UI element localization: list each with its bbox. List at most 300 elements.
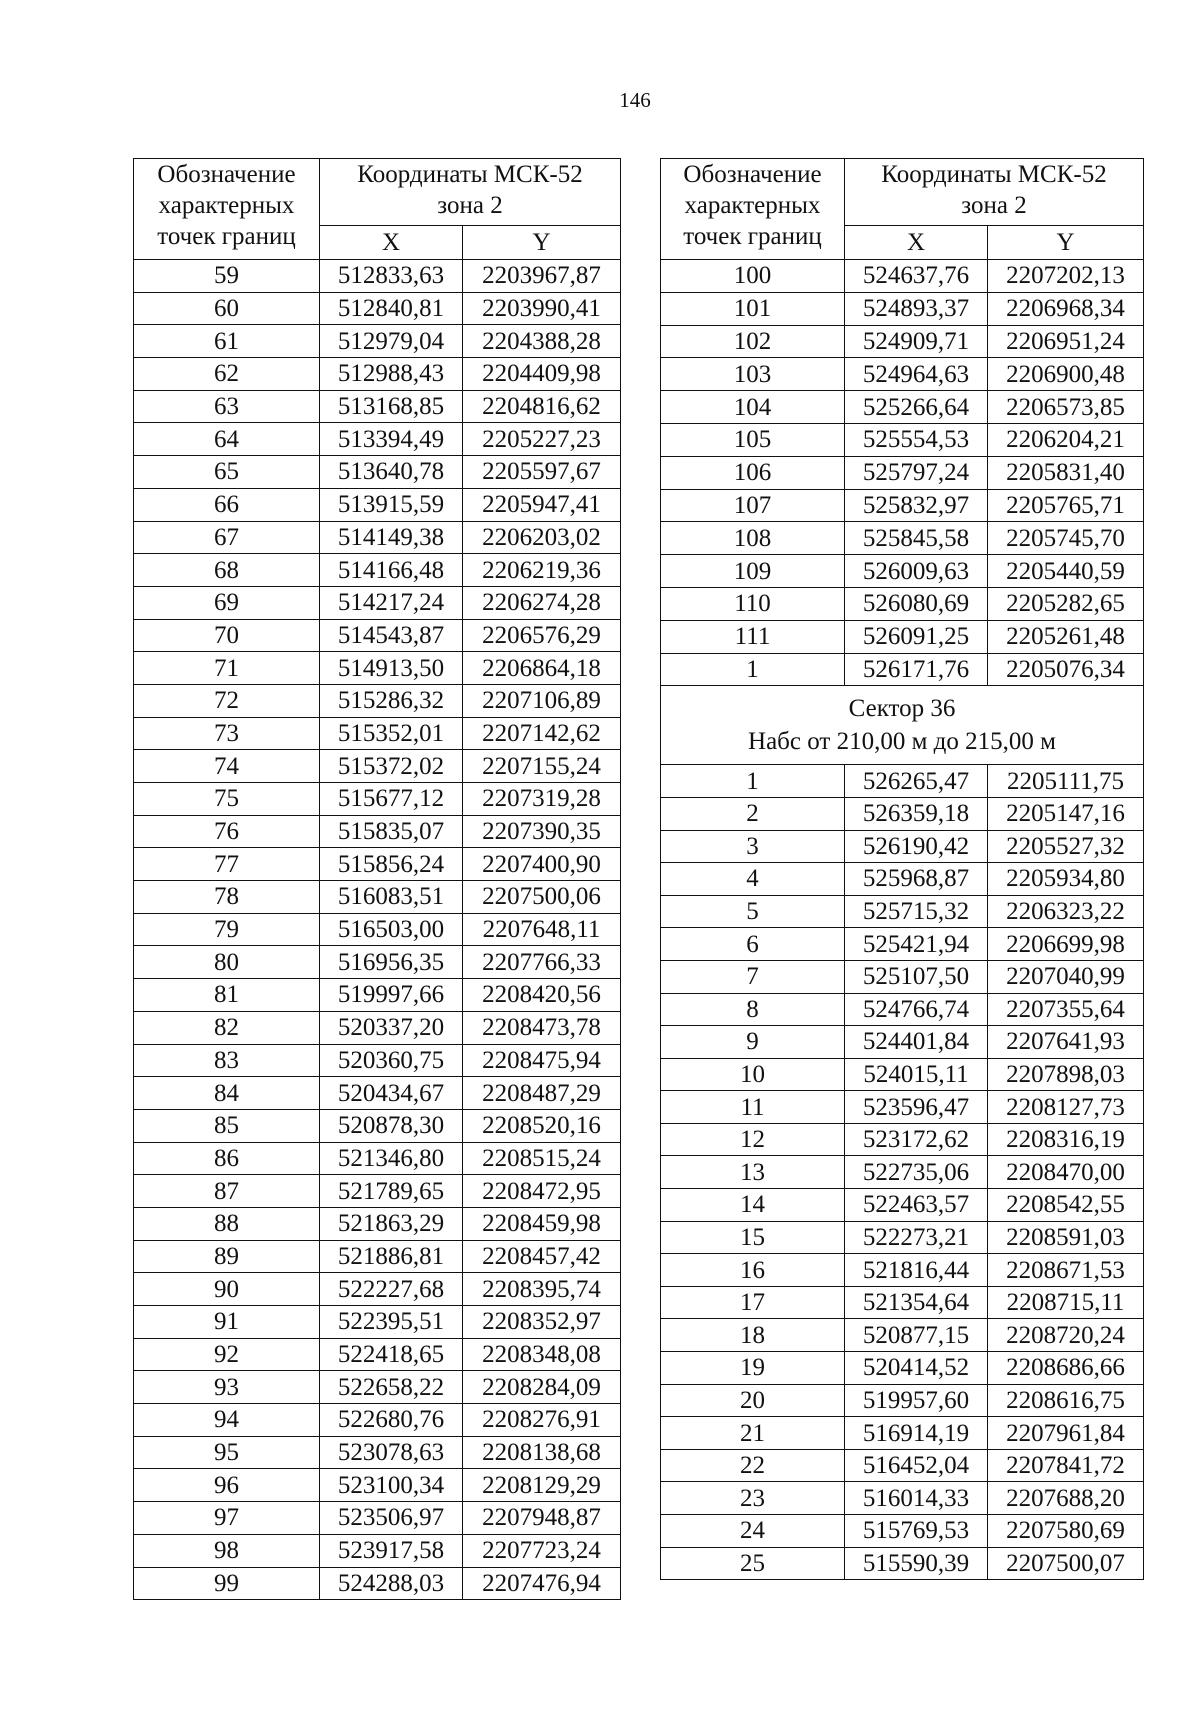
table-header <box>661 159 1144 260</box>
point-number-cell: 23 <box>661 1482 845 1515</box>
table-row <box>134 1469 621 1502</box>
y-coordinate-cell: 2208284,09 <box>463 1371 621 1404</box>
point-number-cell: 66 <box>134 488 320 521</box>
x-coordinate-cell: 523596,47 <box>845 1091 988 1124</box>
coordinates-header <box>320 159 621 226</box>
point-number-cell: 74 <box>134 750 320 783</box>
point-number-cell: 6 <box>661 928 845 961</box>
point-number-cell: 101 <box>661 292 845 325</box>
point-number-cell: 10 <box>661 1058 845 1091</box>
sector-row <box>661 686 1144 765</box>
y-coordinate-cell: 2205527,32 <box>988 830 1144 863</box>
table-row <box>134 848 621 881</box>
y-coordinate-cell: 2208472,95 <box>463 1175 621 1208</box>
x-coordinate-cell: 512840,81 <box>320 292 463 325</box>
y-coordinate-cell: 2205831,40 <box>988 456 1144 489</box>
x-coordinate-cell: 523172,62 <box>845 1123 988 1156</box>
point-number-cell: 97 <box>134 1502 320 1535</box>
y-coordinate-cell: 2205227,23 <box>463 423 621 456</box>
y-coordinate-cell: 2205076,34 <box>988 653 1144 686</box>
x-coordinate-cell: 521346,80 <box>320 1142 463 1175</box>
point-number-cell: 95 <box>134 1436 320 1469</box>
point-number-cell: 82 <box>134 1011 320 1044</box>
table-row <box>134 586 621 619</box>
x-coordinate-cell: 515835,07 <box>320 815 463 848</box>
y-coordinate-cell: 2207580,69 <box>988 1515 1144 1548</box>
point-number-cell: 91 <box>134 1306 320 1339</box>
x-coordinate-cell: 525968,87 <box>845 863 988 896</box>
y-coordinate-cell: 2208591,03 <box>988 1221 1144 1254</box>
x-coordinate-cell: 523506,97 <box>320 1502 463 1535</box>
coordinates-table-right <box>660 158 1144 1580</box>
y-coordinate-cell: 2205111,75 <box>988 765 1144 798</box>
table-row <box>134 358 621 391</box>
x-coordinate-cell: 523917,58 <box>320 1534 463 1567</box>
x-coordinate-cell: 521354,64 <box>845 1286 988 1319</box>
table-row <box>661 863 1144 896</box>
table-row <box>661 1254 1144 1287</box>
point-header-line: характерных <box>158 192 295 219</box>
point-number-cell: 80 <box>134 946 320 979</box>
y-coordinate-cell: 2206219,36 <box>463 554 621 587</box>
x-coordinate-cell: 515286,32 <box>320 684 463 717</box>
table-row <box>134 717 621 750</box>
point-number-cell: 102 <box>661 325 845 358</box>
x-coordinate-cell: 513640,78 <box>320 456 463 489</box>
coords-header-line: Координаты МСК-52 <box>357 161 583 188</box>
x-coordinate-cell: 515769,53 <box>845 1515 988 1548</box>
point-number-cell: 78 <box>134 881 320 914</box>
x-coordinate-cell: 515677,12 <box>320 783 463 816</box>
y-coordinate-cell: 2207319,28 <box>463 783 621 816</box>
x-coordinate-cell: 525107,50 <box>845 960 988 993</box>
x-coordinate-cell: 522418,65 <box>320 1338 463 1371</box>
table-row <box>661 260 1144 293</box>
table-header <box>134 159 621 260</box>
table-row <box>661 358 1144 391</box>
table-row <box>661 993 1144 1026</box>
table-row <box>134 1502 621 1535</box>
point-number-cell: 90 <box>134 1273 320 1306</box>
x-coordinate-cell: 523100,34 <box>320 1469 463 1502</box>
y-coordinate-cell: 2203967,87 <box>463 260 621 293</box>
x-coordinate-cell: 520877,15 <box>845 1319 988 1352</box>
x-coordinate-cell: 522395,51 <box>320 1306 463 1339</box>
point-number-cell: 76 <box>134 815 320 848</box>
point-number-cell: 9 <box>661 1026 845 1059</box>
point-header-line: Обозначение <box>157 161 296 188</box>
table-row <box>661 1482 1144 1515</box>
point-number-cell: 106 <box>661 456 845 489</box>
table-row <box>661 423 1144 456</box>
x-coordinate-cell: 526009,63 <box>845 555 988 588</box>
table-row <box>661 325 1144 358</box>
x-coordinate-cell: 524766,74 <box>845 993 988 1026</box>
table-row <box>134 1338 621 1371</box>
x-coordinate-cell: 512988,43 <box>320 358 463 391</box>
x-coordinate-cell: 521816,44 <box>845 1254 988 1287</box>
y-coordinate-cell: 2207723,24 <box>463 1534 621 1567</box>
x-coordinate-cell: 524964,63 <box>845 358 988 391</box>
sector-title: Сектор 36 <box>848 695 956 723</box>
x-column-header: X <box>320 226 463 260</box>
table-body <box>134 260 621 1600</box>
table-row <box>134 750 621 783</box>
y-coordinate-cell: 2207688,20 <box>988 1482 1144 1515</box>
point-number-cell: 87 <box>134 1175 320 1208</box>
y-coordinate-cell: 2207641,93 <box>988 1026 1144 1059</box>
point-number-cell: 103 <box>661 358 845 391</box>
point-number-cell: 13 <box>661 1156 845 1189</box>
table-row <box>661 1449 1144 1482</box>
x-coordinate-cell: 516083,51 <box>320 881 463 914</box>
table-row <box>134 946 621 979</box>
y-coordinate-cell: 2208686,66 <box>988 1352 1144 1385</box>
point-number-cell: 88 <box>134 1207 320 1240</box>
point-number-cell: 68 <box>134 554 320 587</box>
x-coordinate-cell: 516956,35 <box>320 946 463 979</box>
table-row <box>134 1142 621 1175</box>
coords-header-line: зона 2 <box>961 192 1027 219</box>
point-number-cell: 67 <box>134 521 320 554</box>
table-row <box>661 587 1144 620</box>
y-coordinate-cell: 2205147,16 <box>988 797 1144 830</box>
y-coordinate-cell: 2208470,00 <box>988 1156 1144 1189</box>
x-coordinate-cell: 521789,65 <box>320 1175 463 1208</box>
point-number-cell: 16 <box>661 1254 845 1287</box>
table-body <box>661 765 1144 1580</box>
point-number-cell: 60 <box>134 292 320 325</box>
y-coordinate-cell: 2206573,85 <box>988 391 1144 424</box>
point-header-line: точек границ <box>157 223 296 250</box>
point-number-cell: 108 <box>661 522 845 555</box>
x-coordinate-cell: 520434,67 <box>320 1077 463 1110</box>
x-coordinate-cell: 524909,71 <box>845 325 988 358</box>
y-coordinate-cell: 2207500,06 <box>463 881 621 914</box>
table-row <box>661 830 1144 863</box>
x-coordinate-cell: 524015,11 <box>845 1058 988 1091</box>
x-coordinate-cell: 520337,20 <box>320 1011 463 1044</box>
x-coordinate-cell: 514149,38 <box>320 521 463 554</box>
point-number-cell: 98 <box>134 1534 320 1567</box>
y-coordinate-cell: 2207202,13 <box>988 260 1144 293</box>
table-row <box>134 1567 621 1600</box>
table-row <box>661 1547 1144 1580</box>
point-number-cell: 70 <box>134 619 320 652</box>
table-row <box>661 1058 1144 1091</box>
point-number-cell: 4 <box>661 863 845 896</box>
table-row <box>134 423 621 456</box>
y-coordinate-cell: 2208276,91 <box>463 1404 621 1437</box>
x-coordinate-cell: 522658,22 <box>320 1371 463 1404</box>
table-row <box>661 620 1144 653</box>
table-row <box>661 1515 1144 1548</box>
point-number-cell: 85 <box>134 1109 320 1142</box>
y-coordinate-cell: 2205745,70 <box>988 522 1144 555</box>
table-row <box>661 1156 1144 1189</box>
y-coordinate-cell: 2208475,94 <box>463 1044 621 1077</box>
y-coordinate-cell: 2208420,56 <box>463 979 621 1012</box>
x-coordinate-cell: 522463,57 <box>845 1189 988 1222</box>
table-row <box>134 979 621 1012</box>
table-row <box>134 881 621 914</box>
x-coordinate-cell: 512979,04 <box>320 325 463 358</box>
y-coordinate-cell: 2206323,22 <box>988 895 1144 928</box>
table-row <box>134 619 621 652</box>
y-coordinate-cell: 2207400,90 <box>463 848 621 881</box>
table-row <box>134 1273 621 1306</box>
x-coordinate-cell: 515352,01 <box>320 717 463 750</box>
point-number-cell: 86 <box>134 1142 320 1175</box>
y-coordinate-cell: 2208515,24 <box>463 1142 621 1175</box>
point-number-cell: 1 <box>661 765 845 798</box>
x-coordinate-cell: 516452,04 <box>845 1449 988 1482</box>
table-row <box>661 1286 1144 1319</box>
table-row <box>134 1207 621 1240</box>
y-coordinate-cell: 2207106,89 <box>463 684 621 717</box>
y-coordinate-cell: 2208352,97 <box>463 1306 621 1339</box>
table-row <box>134 1044 621 1077</box>
table-row <box>134 325 621 358</box>
x-coordinate-cell: 513168,85 <box>320 390 463 423</box>
y-coordinate-cell: 2208616,75 <box>988 1384 1144 1417</box>
x-coordinate-cell: 513915,59 <box>320 488 463 521</box>
y-coordinate-cell: 2208459,98 <box>463 1207 621 1240</box>
y-coordinate-cell: 2208520,16 <box>463 1109 621 1142</box>
table-row <box>134 1306 621 1339</box>
point-number-cell: 94 <box>134 1404 320 1437</box>
point-number-cell: 105 <box>661 423 845 456</box>
x-coordinate-cell: 525845,58 <box>845 522 988 555</box>
table-row <box>134 456 621 489</box>
x-coordinate-cell: 524401,84 <box>845 1026 988 1059</box>
table-row <box>134 488 621 521</box>
table-row <box>661 1417 1144 1450</box>
x-coordinate-cell: 525797,24 <box>845 456 988 489</box>
point-number-cell: 24 <box>661 1515 845 1548</box>
point-number-cell: 25 <box>661 1547 845 1580</box>
x-coordinate-cell: 521863,29 <box>320 1207 463 1240</box>
point-number-cell: 89 <box>134 1240 320 1273</box>
x-coordinate-cell: 519957,60 <box>845 1384 988 1417</box>
x-coordinate-cell: 512833,63 <box>320 260 463 293</box>
table-row <box>661 653 1144 686</box>
y-coordinate-cell: 2206951,24 <box>988 325 1144 358</box>
point-number-cell: 109 <box>661 555 845 588</box>
point-header-line: характерных <box>684 192 821 219</box>
point-header-line: точек границ <box>683 223 822 250</box>
table-row <box>134 1175 621 1208</box>
x-coordinate-cell: 516503,00 <box>320 913 463 946</box>
table-row <box>134 1240 621 1273</box>
y-coordinate-cell: 2208127,73 <box>988 1091 1144 1124</box>
point-number-cell: 69 <box>134 586 320 619</box>
table-body <box>661 260 1144 686</box>
y-coordinate-cell: 2204409,98 <box>463 358 621 391</box>
y-coordinate-cell: 2208129,29 <box>463 1469 621 1502</box>
x-coordinate-cell: 525832,97 <box>845 489 988 522</box>
table-row <box>134 390 621 423</box>
table-row <box>661 1319 1144 1352</box>
y-coordinate-cell: 2207841,72 <box>988 1449 1144 1482</box>
point-number-cell: 59 <box>134 260 320 293</box>
point-number-cell: 63 <box>134 390 320 423</box>
y-coordinate-cell: 2208473,78 <box>463 1011 621 1044</box>
y-coordinate-cell: 2207766,33 <box>463 946 621 979</box>
x-coordinate-cell: 515590,39 <box>845 1547 988 1580</box>
point-number-cell: 15 <box>661 1221 845 1254</box>
point-number-cell: 19 <box>661 1352 845 1385</box>
table-row <box>661 960 1144 993</box>
point-number-cell: 17 <box>661 1286 845 1319</box>
x-coordinate-cell: 525554,53 <box>845 423 988 456</box>
point-number-cell: 100 <box>661 260 845 293</box>
y-coordinate-cell: 2208138,68 <box>463 1436 621 1469</box>
coords-header-line: зона 2 <box>437 192 503 219</box>
point-header-line: Обозначение <box>683 161 822 188</box>
point-number-cell: 64 <box>134 423 320 456</box>
point-number-cell: 84 <box>134 1077 320 1110</box>
x-coordinate-cell: 524893,37 <box>845 292 988 325</box>
y-coordinate-cell: 2206576,29 <box>463 619 621 652</box>
y-coordinate-cell: 2204816,62 <box>463 390 621 423</box>
x-coordinate-cell: 520414,52 <box>845 1352 988 1385</box>
y-coordinate-cell: 2208348,08 <box>463 1338 621 1371</box>
table-row <box>661 1091 1144 1124</box>
point-number-cell: 99 <box>134 1567 320 1600</box>
point-designation-header <box>134 159 320 260</box>
y-coordinate-cell: 2207961,84 <box>988 1417 1144 1450</box>
x-coordinate-cell: 515856,24 <box>320 848 463 881</box>
x-coordinate-cell: 526190,42 <box>845 830 988 863</box>
table-row <box>134 1109 621 1142</box>
y-coordinate-cell: 2206204,21 <box>988 423 1144 456</box>
y-coordinate-cell: 2204388,28 <box>463 325 621 358</box>
point-number-cell: 107 <box>661 489 845 522</box>
point-number-cell: 7 <box>661 960 845 993</box>
table-row <box>661 391 1144 424</box>
x-coordinate-cell: 526265,47 <box>845 765 988 798</box>
page-number: 146 <box>619 88 651 112</box>
x-coordinate-cell: 525715,32 <box>845 895 988 928</box>
x-coordinate-cell: 516014,33 <box>845 1482 988 1515</box>
table-row <box>134 1404 621 1437</box>
table-row <box>661 522 1144 555</box>
x-coordinate-cell: 520360,75 <box>320 1044 463 1077</box>
table-row <box>661 1026 1144 1059</box>
y-coordinate-cell: 2207390,35 <box>463 815 621 848</box>
point-number-cell: 111 <box>661 620 845 653</box>
x-coordinate-cell: 523078,63 <box>320 1436 463 1469</box>
x-column-header: X <box>845 226 988 260</box>
point-number-cell: 8 <box>661 993 845 1026</box>
table-row <box>134 292 621 325</box>
y-coordinate-cell: 2208720,24 <box>988 1319 1144 1352</box>
point-number-cell: 92 <box>134 1338 320 1371</box>
y-coordinate-cell: 2206274,28 <box>463 586 621 619</box>
y-coordinate-cell: 2207476,94 <box>463 1567 621 1600</box>
table-row <box>661 797 1144 830</box>
point-number-cell: 62 <box>134 358 320 391</box>
y-coordinate-cell: 2206699,98 <box>988 928 1144 961</box>
table-row <box>661 765 1144 798</box>
table-row <box>661 1384 1144 1417</box>
point-number-cell: 5 <box>661 895 845 928</box>
y-coordinate-cell: 2205934,80 <box>988 863 1144 896</box>
point-number-cell: 73 <box>134 717 320 750</box>
y-coordinate-cell: 2205597,67 <box>463 456 621 489</box>
table-row <box>661 895 1144 928</box>
table-row <box>661 928 1144 961</box>
sector-height-range: Набс от 210,00 м до 215,00 м <box>748 728 1056 756</box>
table-row <box>134 1077 621 1110</box>
table-row <box>661 292 1144 325</box>
table-row <box>661 1221 1144 1254</box>
table-row <box>134 554 621 587</box>
point-number-cell: 2 <box>661 797 845 830</box>
table-row <box>134 684 621 717</box>
y-coordinate-cell: 2206900,48 <box>988 358 1144 391</box>
table-row <box>661 1189 1144 1222</box>
point-number-cell: 79 <box>134 913 320 946</box>
y-coordinate-cell: 2208457,42 <box>463 1240 621 1273</box>
x-coordinate-cell: 522735,06 <box>845 1156 988 1189</box>
point-number-cell: 83 <box>134 1044 320 1077</box>
sector-heading <box>661 686 1144 765</box>
y-coordinate-cell: 2205947,41 <box>463 488 621 521</box>
x-coordinate-cell: 525421,94 <box>845 928 988 961</box>
y-coordinate-cell: 2208542,55 <box>988 1189 1144 1222</box>
y-column-header: Y <box>988 226 1144 260</box>
y-coordinate-cell: 2205440,59 <box>988 555 1144 588</box>
point-number-cell: 72 <box>134 684 320 717</box>
table-row <box>134 913 621 946</box>
x-coordinate-cell: 514217,24 <box>320 586 463 619</box>
point-number-cell: 11 <box>661 1091 845 1124</box>
table-row <box>134 815 621 848</box>
table-row <box>134 1011 621 1044</box>
point-number-cell: 75 <box>134 783 320 816</box>
table-row <box>134 1436 621 1469</box>
y-coordinate-cell: 2207948,87 <box>463 1502 621 1535</box>
point-designation-header <box>661 159 845 260</box>
x-coordinate-cell: 526091,25 <box>845 620 988 653</box>
x-coordinate-cell: 521886,81 <box>320 1240 463 1273</box>
x-coordinate-cell: 522680,76 <box>320 1404 463 1437</box>
y-coordinate-cell: 2208487,29 <box>463 1077 621 1110</box>
table-row <box>134 521 621 554</box>
point-number-cell: 61 <box>134 325 320 358</box>
y-coordinate-cell: 2207142,62 <box>463 717 621 750</box>
table-row <box>661 1352 1144 1385</box>
table-row <box>661 555 1144 588</box>
coordinates-table-left <box>133 158 621 1600</box>
y-coordinate-cell: 2207500,07 <box>988 1547 1144 1580</box>
coordinates-header <box>845 159 1144 226</box>
x-coordinate-cell: 526080,69 <box>845 587 988 620</box>
table-row <box>661 1123 1144 1156</box>
point-number-cell: 1 <box>661 653 845 686</box>
table-row <box>134 783 621 816</box>
x-coordinate-cell: 524288,03 <box>320 1567 463 1600</box>
y-coordinate-cell: 2205282,65 <box>988 587 1144 620</box>
x-coordinate-cell: 514913,50 <box>320 652 463 685</box>
point-number-cell: 21 <box>661 1417 845 1450</box>
y-coordinate-cell: 2206203,02 <box>463 521 621 554</box>
y-coordinate-cell: 2207648,11 <box>463 913 621 946</box>
x-coordinate-cell: 514543,87 <box>320 619 463 652</box>
table-row <box>134 1371 621 1404</box>
